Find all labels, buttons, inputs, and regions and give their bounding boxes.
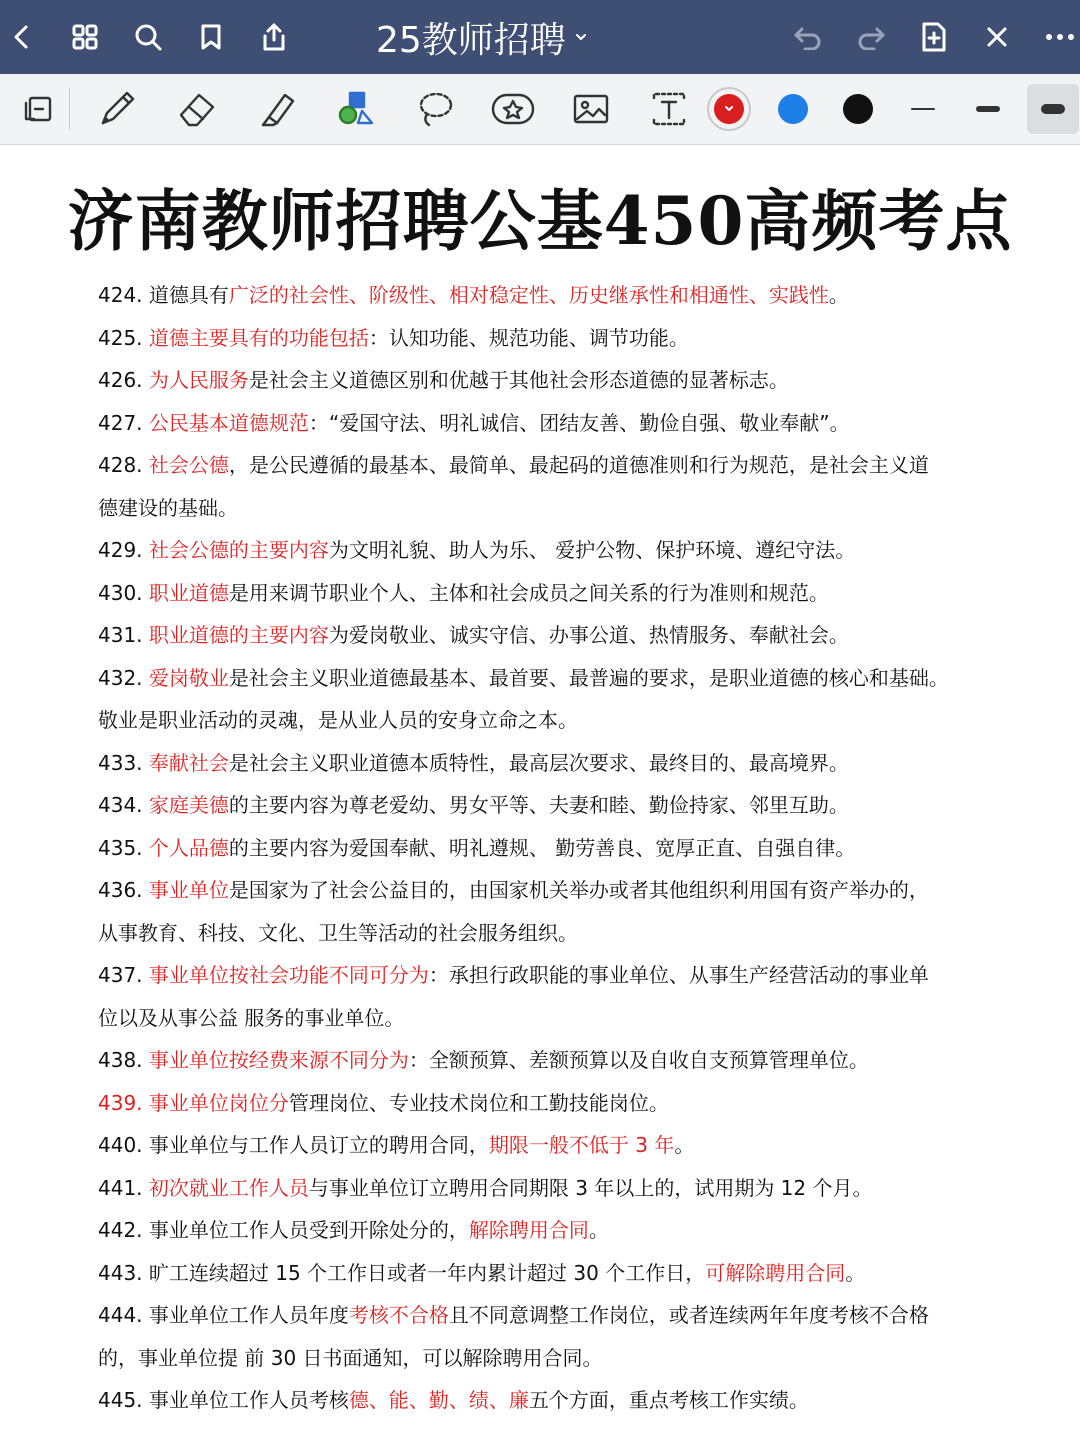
text-line: 的，事业单位提 前 30 日书面通知，可以解除聘用合同。: [98, 1345, 603, 1370]
text-line: 425. 道德主要具有的功能包括：认知功能、规范功能、调节功能。: [98, 325, 689, 350]
text-line: 434. 家庭美德的主要内容为尊老爱幼、男女平等、夫妻和睦、勤俭持家、邻里互助。: [98, 793, 849, 817]
chevron-down-icon: [724, 105, 734, 113]
document-title[interactable]: [376, 10, 588, 64]
text-line: 440. 事业单位与工作人员订立的聘用合同，期限一般不低于 3 年。: [98, 1133, 695, 1157]
text-line: 德建设的基础。: [98, 495, 238, 520]
stroke-medium-icon: [976, 106, 1000, 112]
sticker-icon[interactable]: [488, 84, 538, 134]
close-icon[interactable]: [977, 17, 1017, 57]
text-icon[interactable]: [644, 84, 694, 134]
text-line: 432. 爱岗敬业是社会主义职业道德最基本、最首要、最普遍的要求，是职业道德的核心和基础。: [98, 665, 949, 690]
text-line: 438. 事业单位按经费来源不同分为：全额预算、差额预算以及自收自支预算管理单位。: [98, 1048, 869, 1072]
text-line: 435. 个人品德的主要内容为爱国奉献、明礼遵规、 勤劳善良、宽厚正直、自强自律。: [98, 835, 856, 860]
text-line: 436. 事业单位是国家为了社会公益目的，由国家机关举办或者其他组织利用国有资产举办的，: [98, 878, 929, 902]
text-line: 427. 公民基本道德规范：“爱国守法、明礼诚信、团结友善、勤俭自强、敬业奉献”。: [98, 410, 850, 435]
back-icon[interactable]: [2, 17, 42, 57]
color-red-button[interactable]: [704, 84, 754, 134]
text-line: 430. 职业道德是用来调节职业个人、主体和社会成员之间关系的行为准则和规范。: [98, 580, 829, 605]
text-line: 441. 初次就业工作人员与事业单位订立聘用合同期限 3 年以上的，试用期为 12 个月。: [98, 1175, 873, 1200]
redo-icon[interactable]: [851, 17, 891, 57]
pen-icon[interactable]: [92, 84, 142, 134]
top-app-bar: [0, 0, 1080, 74]
text-line: 445. 事业单位工作人员考核德、能、勤、绩、廉五个方面，重点考核工作实绩。: [98, 1388, 809, 1412]
text-line: 429. 社会公德的主要内容为文明礼貌、助人为乐、 爱护公物、保护环境、遵纪守法。: [98, 538, 856, 562]
text-line: 从事教育、科技、文化、卫生等活动的社会服务组织。: [98, 920, 578, 945]
text-line: 424. 道德具有广泛的社会性、阶级性、相对稳定性、历史继承性和相通性、实践性。: [98, 283, 849, 307]
stroke-medium-button[interactable]: [963, 84, 1013, 134]
highlighter-icon[interactable]: [252, 84, 302, 134]
text-line: 426. 为人民服务是社会主义道德区别和优越于其他社会形态道德的显著标志。: [98, 368, 789, 392]
image-icon[interactable]: [566, 84, 616, 134]
chevron-down-icon: [574, 30, 588, 44]
text-line: 443. 旷工连续超过 15 个工作日或者一年内累计超过 30 个工作日，可解除聘用合同。: [98, 1260, 866, 1285]
text-line: 位以及从事公益 服务的事业单位。: [98, 1005, 405, 1030]
color-black-swatch: [843, 94, 873, 124]
text-line: 444. 事业单位工作人员年度考核不合格且不同意调整工作岗位，或者连续两年年度考核不合格: [98, 1303, 929, 1327]
document-title-text: 25教师招聘: [376, 19, 566, 61]
document-body: [98, 274, 998, 1422]
text-line: 431. 职业道德的主要内容为爱岗敬业、诚实守信、办事公道、热情服务、奉献社会。: [98, 623, 849, 647]
page-view-icon[interactable]: [13, 84, 63, 134]
stroke-thick-button[interactable]: [1027, 84, 1079, 134]
shapes-icon[interactable]: [331, 84, 381, 134]
annotation-toolbar: [0, 74, 1080, 145]
color-red-swatch: [707, 87, 751, 131]
color-black-button[interactable]: [833, 84, 883, 134]
grid-icon[interactable]: [65, 17, 105, 57]
color-blue-button[interactable]: [768, 84, 818, 134]
text-line: 439. 事业单位岗位分管理岗位、专业技术岗位和工勤技能岗位。: [98, 1090, 669, 1115]
bookmark-icon[interactable]: [191, 17, 231, 57]
more-icon[interactable]: [1040, 17, 1080, 57]
search-icon[interactable]: [128, 17, 168, 57]
undo-icon[interactable]: [788, 17, 828, 57]
stroke-thin-icon: [911, 108, 935, 110]
document-heading: 济南教师招聘公基450高频考点: [67, 182, 1013, 260]
text-line: 442. 事业单位工作人员受到开除处分的，解除聘用合同。: [98, 1218, 609, 1242]
stroke-thin-button[interactable]: [898, 84, 948, 134]
add-page-icon[interactable]: [914, 17, 954, 57]
text-line: 433. 奉献社会是社会主义职业道德本质特性，最高层次要求、最终目的、最高境界。: [98, 750, 849, 775]
share-icon[interactable]: [254, 17, 294, 57]
lasso-icon[interactable]: [410, 84, 460, 134]
toolbar-divider: [69, 88, 70, 130]
text-line: 428. 社会公德，是公民遵循的最基本、最简单、最起码的道德准则和行为规范，是社会主义道: [98, 453, 929, 477]
color-blue-swatch: [778, 94, 808, 124]
eraser-icon[interactable]: [172, 84, 222, 134]
stroke-thick-icon: [1041, 104, 1065, 114]
text-line: 437. 事业单位按社会功能不同可分为：承担行政职能的事业单位、从事生产经营活动的事业单: [98, 963, 929, 987]
text-line: 敬业是职业活动的灵魂，是从业人员的安身立命之本。: [98, 708, 578, 732]
